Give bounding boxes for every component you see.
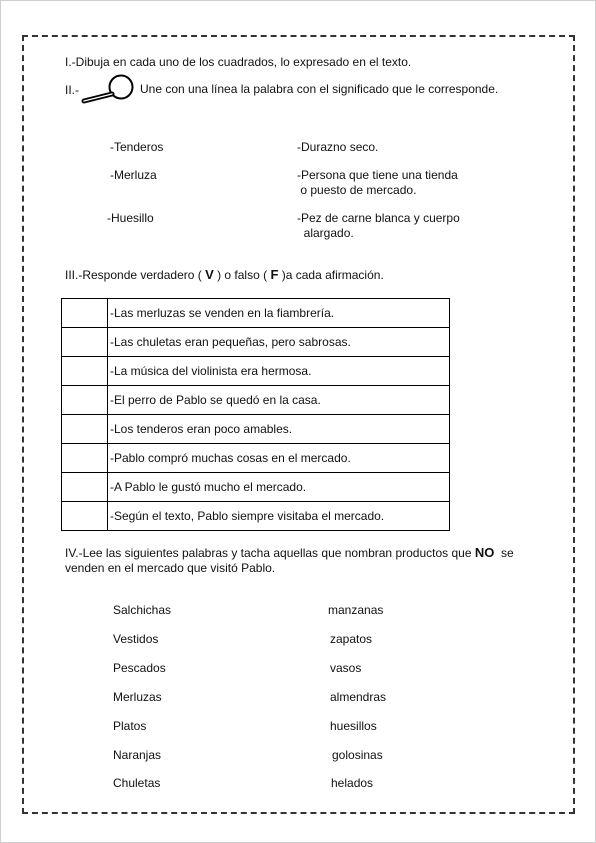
word-salchichas[interactable]: Salchichas bbox=[113, 603, 172, 617]
section-4-instruction-line-2: venden en el mercado que visitó Pablo. bbox=[65, 561, 276, 575]
meaning-persona-line-2: o puesto de mercado. bbox=[297, 183, 417, 197]
word-helados[interactable]: helados bbox=[331, 776, 374, 790]
statement-text: -Las chuletas eran pequeñas, pero sabrosas. bbox=[108, 328, 450, 357]
statement-text: -A Pablo le gustó mucho el mercado. bbox=[108, 473, 450, 502]
answer-box[interactable] bbox=[62, 415, 108, 444]
meaning-durazno: -Durazno seco. bbox=[297, 140, 379, 154]
table-row bbox=[62, 502, 450, 531]
statement-text: -Pablo compró muchas cosas en el mercado. bbox=[108, 444, 450, 473]
answer-box[interactable] bbox=[62, 502, 108, 531]
word-platos[interactable]: Platos bbox=[113, 719, 147, 733]
word-naranjas[interactable]: Naranjas bbox=[113, 748, 162, 762]
table-row bbox=[62, 415, 450, 444]
word-merluzas[interactable]: Merluzas bbox=[113, 690, 162, 704]
true-letter: V bbox=[205, 267, 214, 282]
table-row bbox=[62, 386, 450, 415]
true-false-table bbox=[61, 298, 450, 531]
word-almendras[interactable]: almendras bbox=[330, 690, 387, 704]
answer-box[interactable] bbox=[62, 328, 108, 357]
table-row bbox=[62, 473, 450, 502]
word-merluza: -Merluza bbox=[110, 168, 157, 182]
word-manzanas[interactable]: manzanas bbox=[328, 603, 384, 617]
section-2-instruction: Une con una línea la palabra con el significado que le corresponde. bbox=[140, 82, 499, 96]
word-huesillos[interactable]: huesillos bbox=[330, 719, 377, 733]
section-1-instruction: I.-Dibuja en cada uno de los cuadrados, lo expresado en el texto. bbox=[65, 55, 412, 69]
word-huesillo: -Huesillo bbox=[107, 211, 154, 225]
answer-box[interactable] bbox=[62, 444, 108, 473]
meaning-pez-line-1: -Pez de carne blanca y cuerpo bbox=[297, 211, 460, 225]
table-row bbox=[62, 444, 450, 473]
table-row bbox=[62, 357, 450, 386]
word-golosinas[interactable]: golosinas bbox=[332, 748, 383, 762]
word-vestidos[interactable]: Vestidos bbox=[113, 632, 159, 646]
section-2-number: II.- bbox=[65, 83, 79, 97]
answer-box[interactable] bbox=[62, 386, 108, 415]
word-tenderos: -Tenderos bbox=[110, 140, 164, 154]
statement-text: -La música del violinista era hermosa. bbox=[108, 357, 450, 386]
section-4-instruction-line-1: IV.-Lee las siguientes palabras y tacha aquellas que nombran productos que NO se bbox=[65, 545, 514, 560]
word-pescados[interactable]: Pescados bbox=[113, 661, 166, 675]
word-vasos[interactable]: vasos bbox=[330, 661, 362, 675]
no-emphasis: NO bbox=[474, 545, 495, 560]
answer-box[interactable] bbox=[62, 357, 108, 386]
answer-box[interactable] bbox=[62, 299, 108, 328]
statement-text: -Las merluzas se venden en la fiambrería. bbox=[108, 299, 450, 328]
table-row bbox=[62, 299, 450, 328]
answer-box[interactable] bbox=[62, 473, 108, 502]
statement-text: -El perro de Pablo se quedó en la casa. bbox=[108, 386, 450, 415]
word-zapatos[interactable]: zapatos bbox=[330, 632, 373, 646]
statement-text: -Los tenderos eran poco amables. bbox=[108, 415, 450, 444]
false-letter: F bbox=[270, 267, 279, 282]
meaning-persona-line-1: -Persona que tiene una tienda bbox=[297, 168, 458, 182]
table-row bbox=[62, 328, 450, 357]
meaning-pez-line-2: alargado. bbox=[297, 226, 354, 240]
statement-text: -Según el texto, Pablo siempre visitaba el mercado. bbox=[108, 502, 450, 531]
section-3-instruction: III.-Responde verdadero ( V ) o falso ( F )a cada afirmación. bbox=[65, 267, 384, 282]
word-chuletas[interactable]: Chuletas bbox=[113, 776, 161, 790]
magnifying-glass-icon bbox=[78, 74, 138, 106]
